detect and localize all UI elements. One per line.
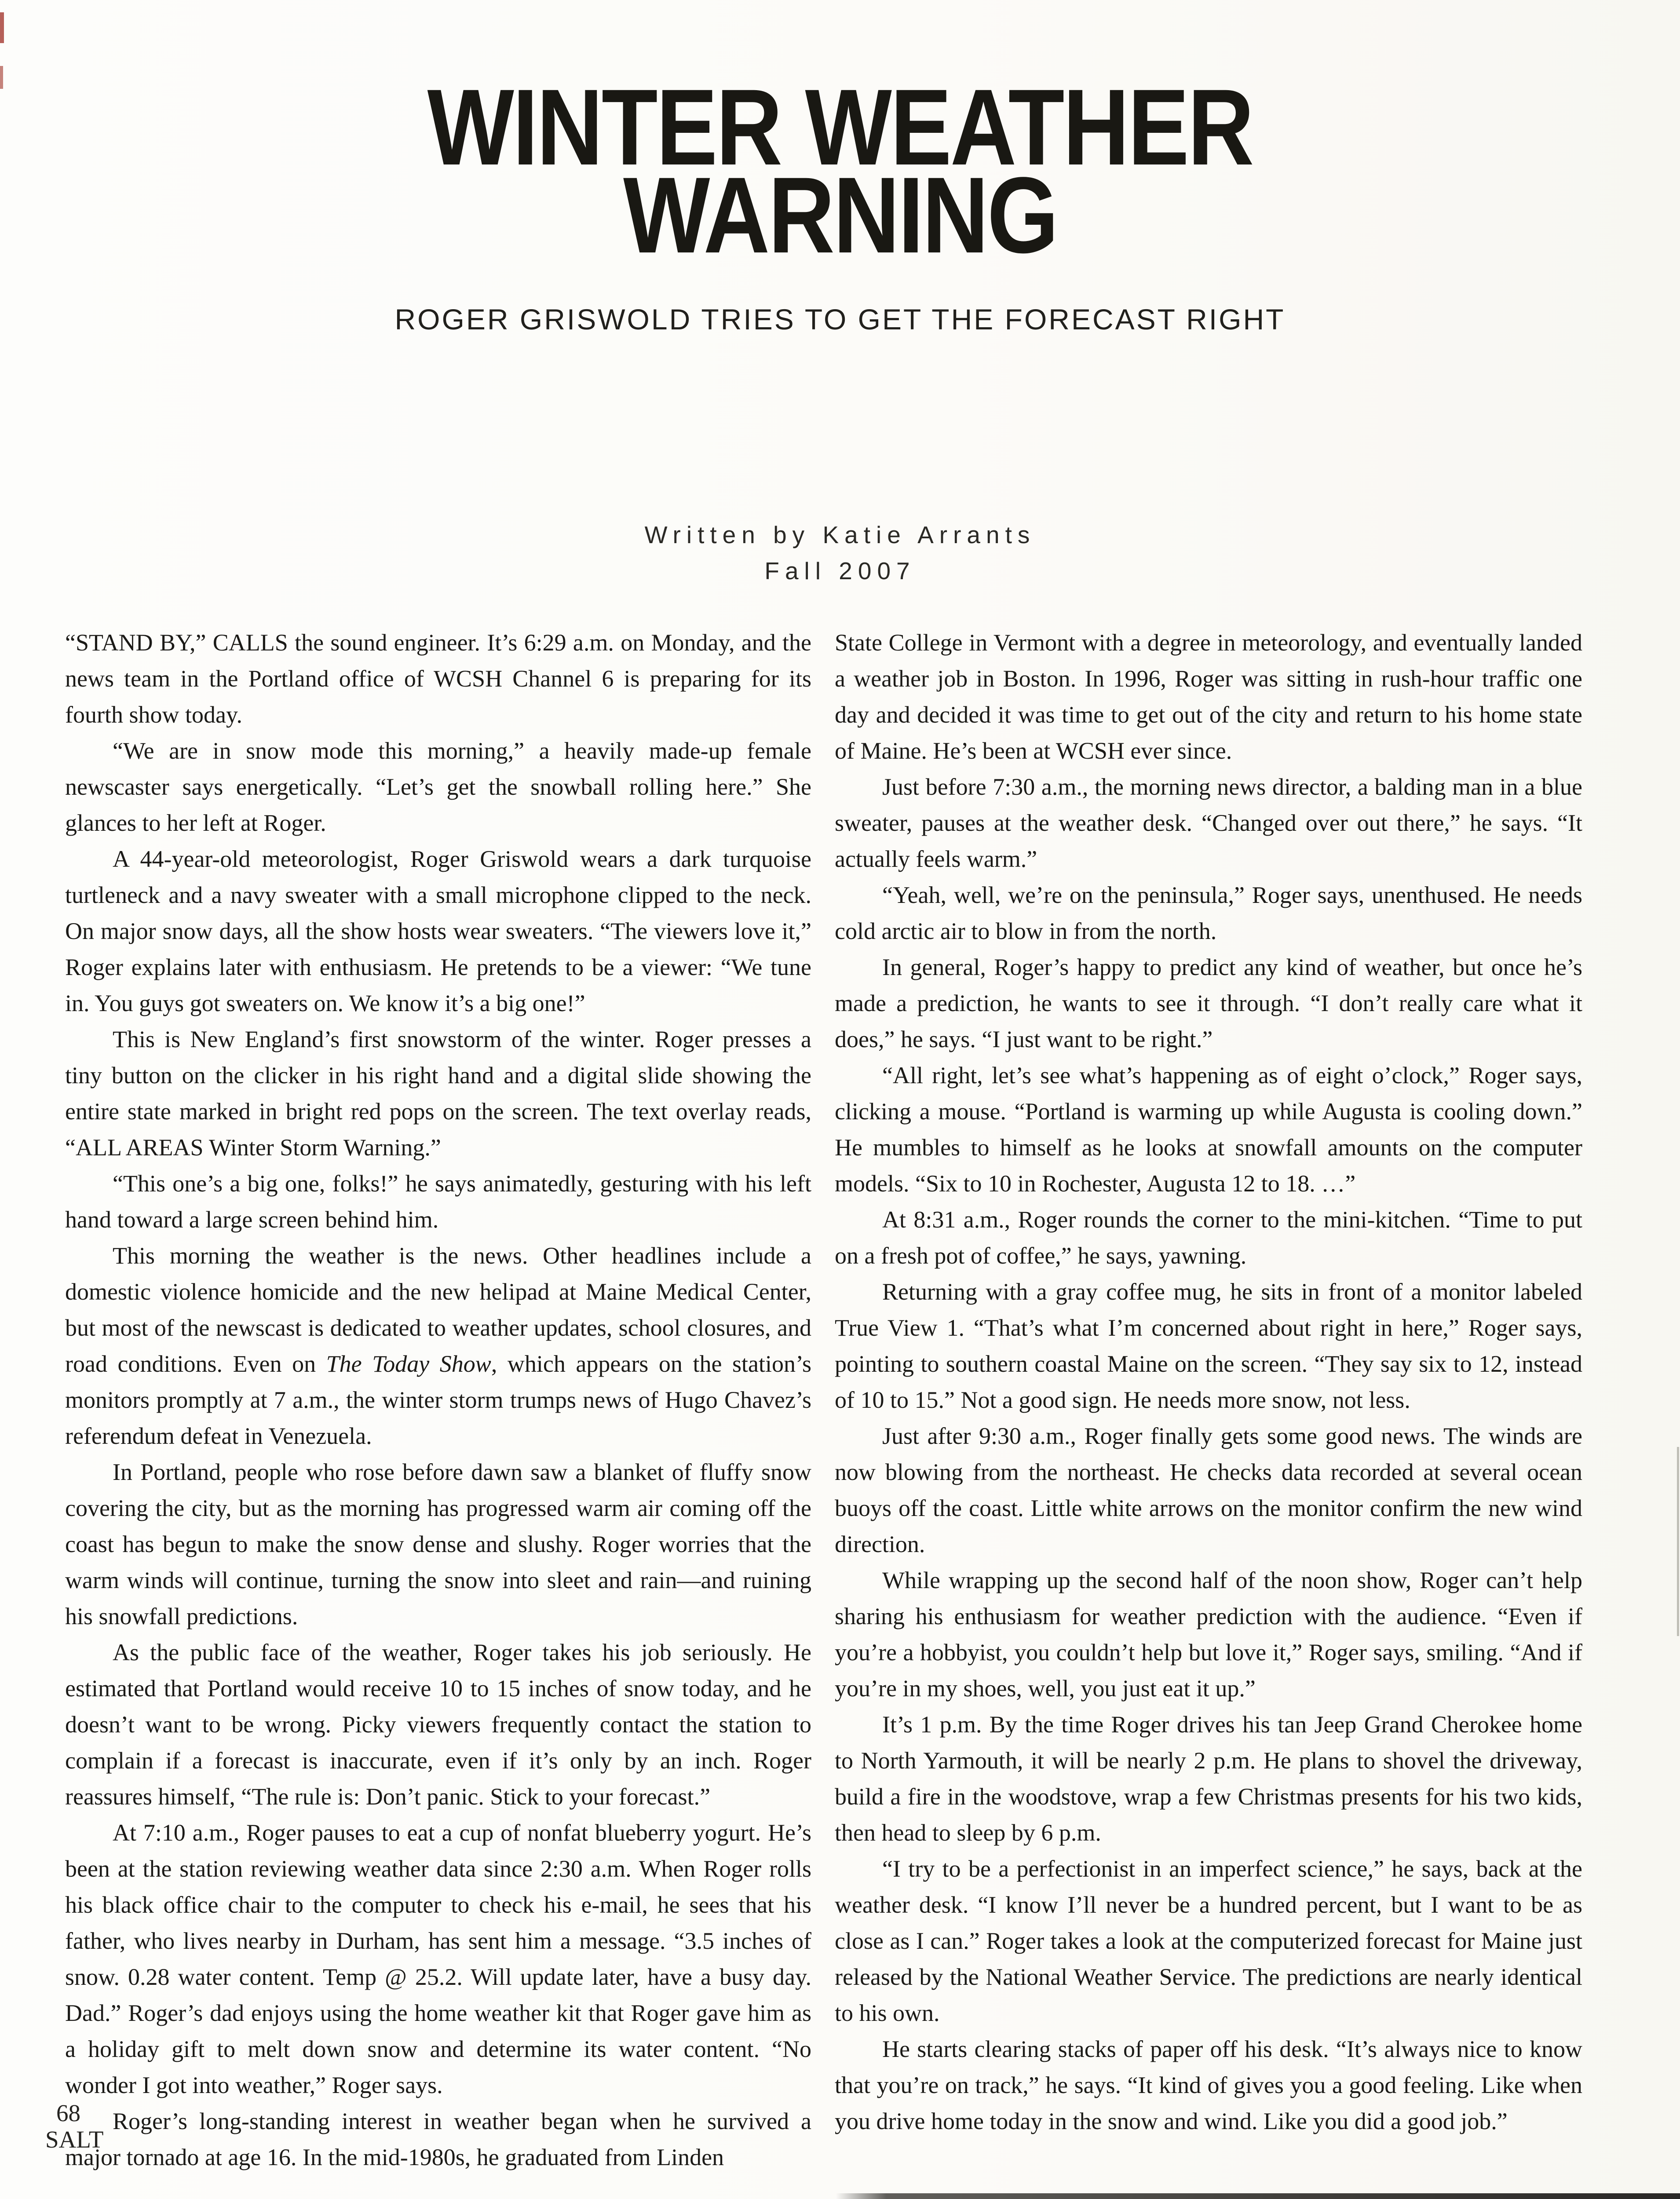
paragraph-text: This morning the weather is the news. Other headlines include a domestic violence homicide and the new helipad at Maine Medical Center, but most of the newscast is dedicated to weather updates, school closures, and road conditions. Even on xyxy=(65,1242,811,1377)
scan-artifact-edge-line xyxy=(1677,1447,1679,1636)
article-paragraph: Roger’s long-standing interest in weather began when he survived a major tornado at age 16. In the mid-1980s, he graduated from Linden xyxy=(65,2108,811,2170)
article-paragraph: “I try to be a perfectionist in an imperfect science,” he says, back at the weather desk. “I know I’ll never be a hundred percent, but I want to be as close as I can.” Roger takes a look at the computerized forecast for Maine just released by the National Weather Service. The predictions are nearly identical to his own. xyxy=(835,1856,1582,2026)
article-paragraph: A 44-year-old meteorologist, Roger Griswold wears a dark turquoise turtleneck and a navy sweater with a small microphone clipped to the neck. On major snow days, all the show hosts wear sweaters. “The viewers love it,” Roger explains later with enthusiasm. He pretends to be a viewer: “We tune in. You guys got sweaters on. We know it’s a big one!” xyxy=(65,846,811,1016)
paragraph-text: , which appears on the station’s monitors promptly at 7 a.m., the winter storm trumps news of Hugo Chavez’s referendum defeat in Venezuela. xyxy=(65,1351,811,1449)
left-column xyxy=(65,625,811,2175)
scan-artifact-red-mark xyxy=(0,12,4,43)
article-title xyxy=(0,67,1680,276)
article-subtitle: ROGER GRISWOLD TRIES TO GET THE FORECAST RIGHT xyxy=(394,303,1286,336)
magazine-name: SALT xyxy=(45,2126,104,2153)
byline-author: Written by Katie Arrants xyxy=(644,521,1036,548)
article-paragraph: As the public face of the weather, Roger takes his job seriously. He estimated that Portland would receive 10 to 15 inches of snow today, and he doesn’t want to be wrong. Picky viewers frequently contact the station to complain if a forecast is inaccurate, even if it’s only by an inch. Roger reassures himself, “The rule is: Don’t panic. Stick to your forecast.” xyxy=(65,1639,811,1810)
article-paragraph: In Portland, people who rose before dawn saw a blanket of fluffy snow covering the city, but as the morning has progressed warm air coming off the coast has begun to make the snow dense and slushy. Roger worries that the warm winds will continue, turning the snow into sleet and rain—and ruining his snowfall predictions. xyxy=(65,1459,811,1629)
article-title-line1: WINTER WEATHER xyxy=(427,67,1253,188)
article-title-line2: WARNING xyxy=(623,155,1057,276)
scan-artifact-bottom-edge xyxy=(836,2193,1680,2199)
italic-show-title: The Today Show xyxy=(326,1351,491,1377)
article-paragraph: “We are in snow mode this morning,” a heavily made-up female newscaster says energetically. “Let’s get the snowball rolling here.” She glances to her left at Roger. xyxy=(65,738,811,836)
article-paragraph: “This one’s a big one, folks!” he says animatedly, gesturing with his left hand toward a large screen behind him. xyxy=(65,1170,811,1233)
article-paragraph: At 8:31 a.m., Roger rounds the corner to the mini-kitchen. “Time to put on a fresh pot of coffee,” he says, yawning. xyxy=(835,1206,1582,1269)
article-paragraph: This is New England’s first snowstorm of the winter. Roger presses a tiny button on the clicker in his right hand and a digital slide showing the entire state marked in bright red pops on the screen. The text overlay reads, “ALL AREAS Winter Storm Warning.” xyxy=(65,1026,811,1161)
article-paragraph: Just before 7:30 a.m., the morning news director, a balding man in a blue sweater, pauses at the weather desk. “Changed over out there,” he says. “It actually feels warm.” xyxy=(835,774,1582,872)
right-column xyxy=(835,625,1582,2139)
article-paragraph: In general, Roger’s happy to predict any kind of weather, but once he’s made a prediction, he wants to see it through. “I don’t really care what it does,” he says. “I just want to be right.” xyxy=(835,954,1582,1052)
article-paragraph: While wrapping up the second half of the noon show, Roger can’t help sharing his enthusiasm for weather prediction with the audience. “Even if you’re a hobbyist, you couldn’t help but love it,” Roger says, smiling. “And if you’re in my shoes, well, you just eat it up.” xyxy=(835,1567,1582,1702)
byline-date: Fall 2007 xyxy=(764,557,916,584)
article-paragraph: Just after 9:30 a.m., Roger finally gets some good news. The winds are now blowing from the northeast. He checks data recorded at several ocean buoys off the coast. Little white arrows on the monitor confirm the new wind direction. xyxy=(835,1423,1582,1557)
page-footer xyxy=(45,2100,103,2153)
page-number: 68 xyxy=(56,2100,80,2126)
article-paragraph: He starts clearing stacks of paper off his desk. “It’s always nice to know that you’re on track,” he says. “It kind of gives you a good feeling. Like when you drive home today in the snow and wind. Like you did a good job.” xyxy=(835,2036,1582,2134)
article-paragraph xyxy=(65,1238,811,1454)
scan-artifact-red-mark xyxy=(0,66,3,89)
article-paragraph: Returning with a gray coffee mug, he sits in front of a monitor labeled True View 1. “That’s what I’m concerned about right in here,” Roger says, pointing to southern coastal Maine on the screen. “They say six to 12, instead of 10 to 15.” Not a good sign. He needs more snow, not less. xyxy=(835,1278,1582,1413)
article-paragraph: “Yeah, well, we’re on the peninsula,” Roger says, unenthused. He needs cold arctic air to blow in from the north. xyxy=(835,882,1582,944)
article-paragraph: At 7:10 a.m., Roger pauses to eat a cup of nonfat blueberry yogurt. He’s been at the station reviewing weather data since 2:30 a.m. When Roger rolls his black office chair to the computer to check his e-mail, he sees that his father, who lives nearby in Durham, has sent him a message. “3.5 inches of snow. 0.28 water content. Temp @ 25.2. Will update later, have a busy day. Dad.” Roger’s dad enjoys using the home weather kit that Roger gave him as a holiday gift to melt down snow and determine its water content. “No wonder I got into weather,” Roger says. xyxy=(65,1819,811,2098)
article-paragraph: “All right, let’s see what’s happening as of eight o’clock,” Roger says, clicking a mouse. “Portland is warming up while Augusta is cooling down.” He mumbles to himself as he looks at snowfall amounts on the computer models. “Six to 10 in Rochester, Augusta 12 to 18. …” xyxy=(835,1062,1582,1197)
byline xyxy=(0,517,1680,589)
article-paragraph: “STAND BY,” CALLS the sound engineer. It’s 6:29 a.m. on Monday, and the news team in the Portland office of WCSH Channel 6 is preparing for its fourth show today. xyxy=(65,629,811,728)
article-paragraph: It’s 1 p.m. By the time Roger drives his tan Jeep Grand Cherokee home to North Yarmouth, it will be nearly 2 p.m. He plans to shovel the driveway, build a fire in the woodstove, wrap a few Christmas presents for his two kids, then head to sleep by 6 p.m. xyxy=(835,1711,1582,1846)
article-paragraph: State College in Vermont with a degree in meteorology, and eventually landed a weather job in Boston. In 1996, Roger was sitting in rush-hour traffic one day and decided it was time to get out of the city and return to his home state of Maine. He’s been at WCSH ever since. xyxy=(835,629,1582,764)
